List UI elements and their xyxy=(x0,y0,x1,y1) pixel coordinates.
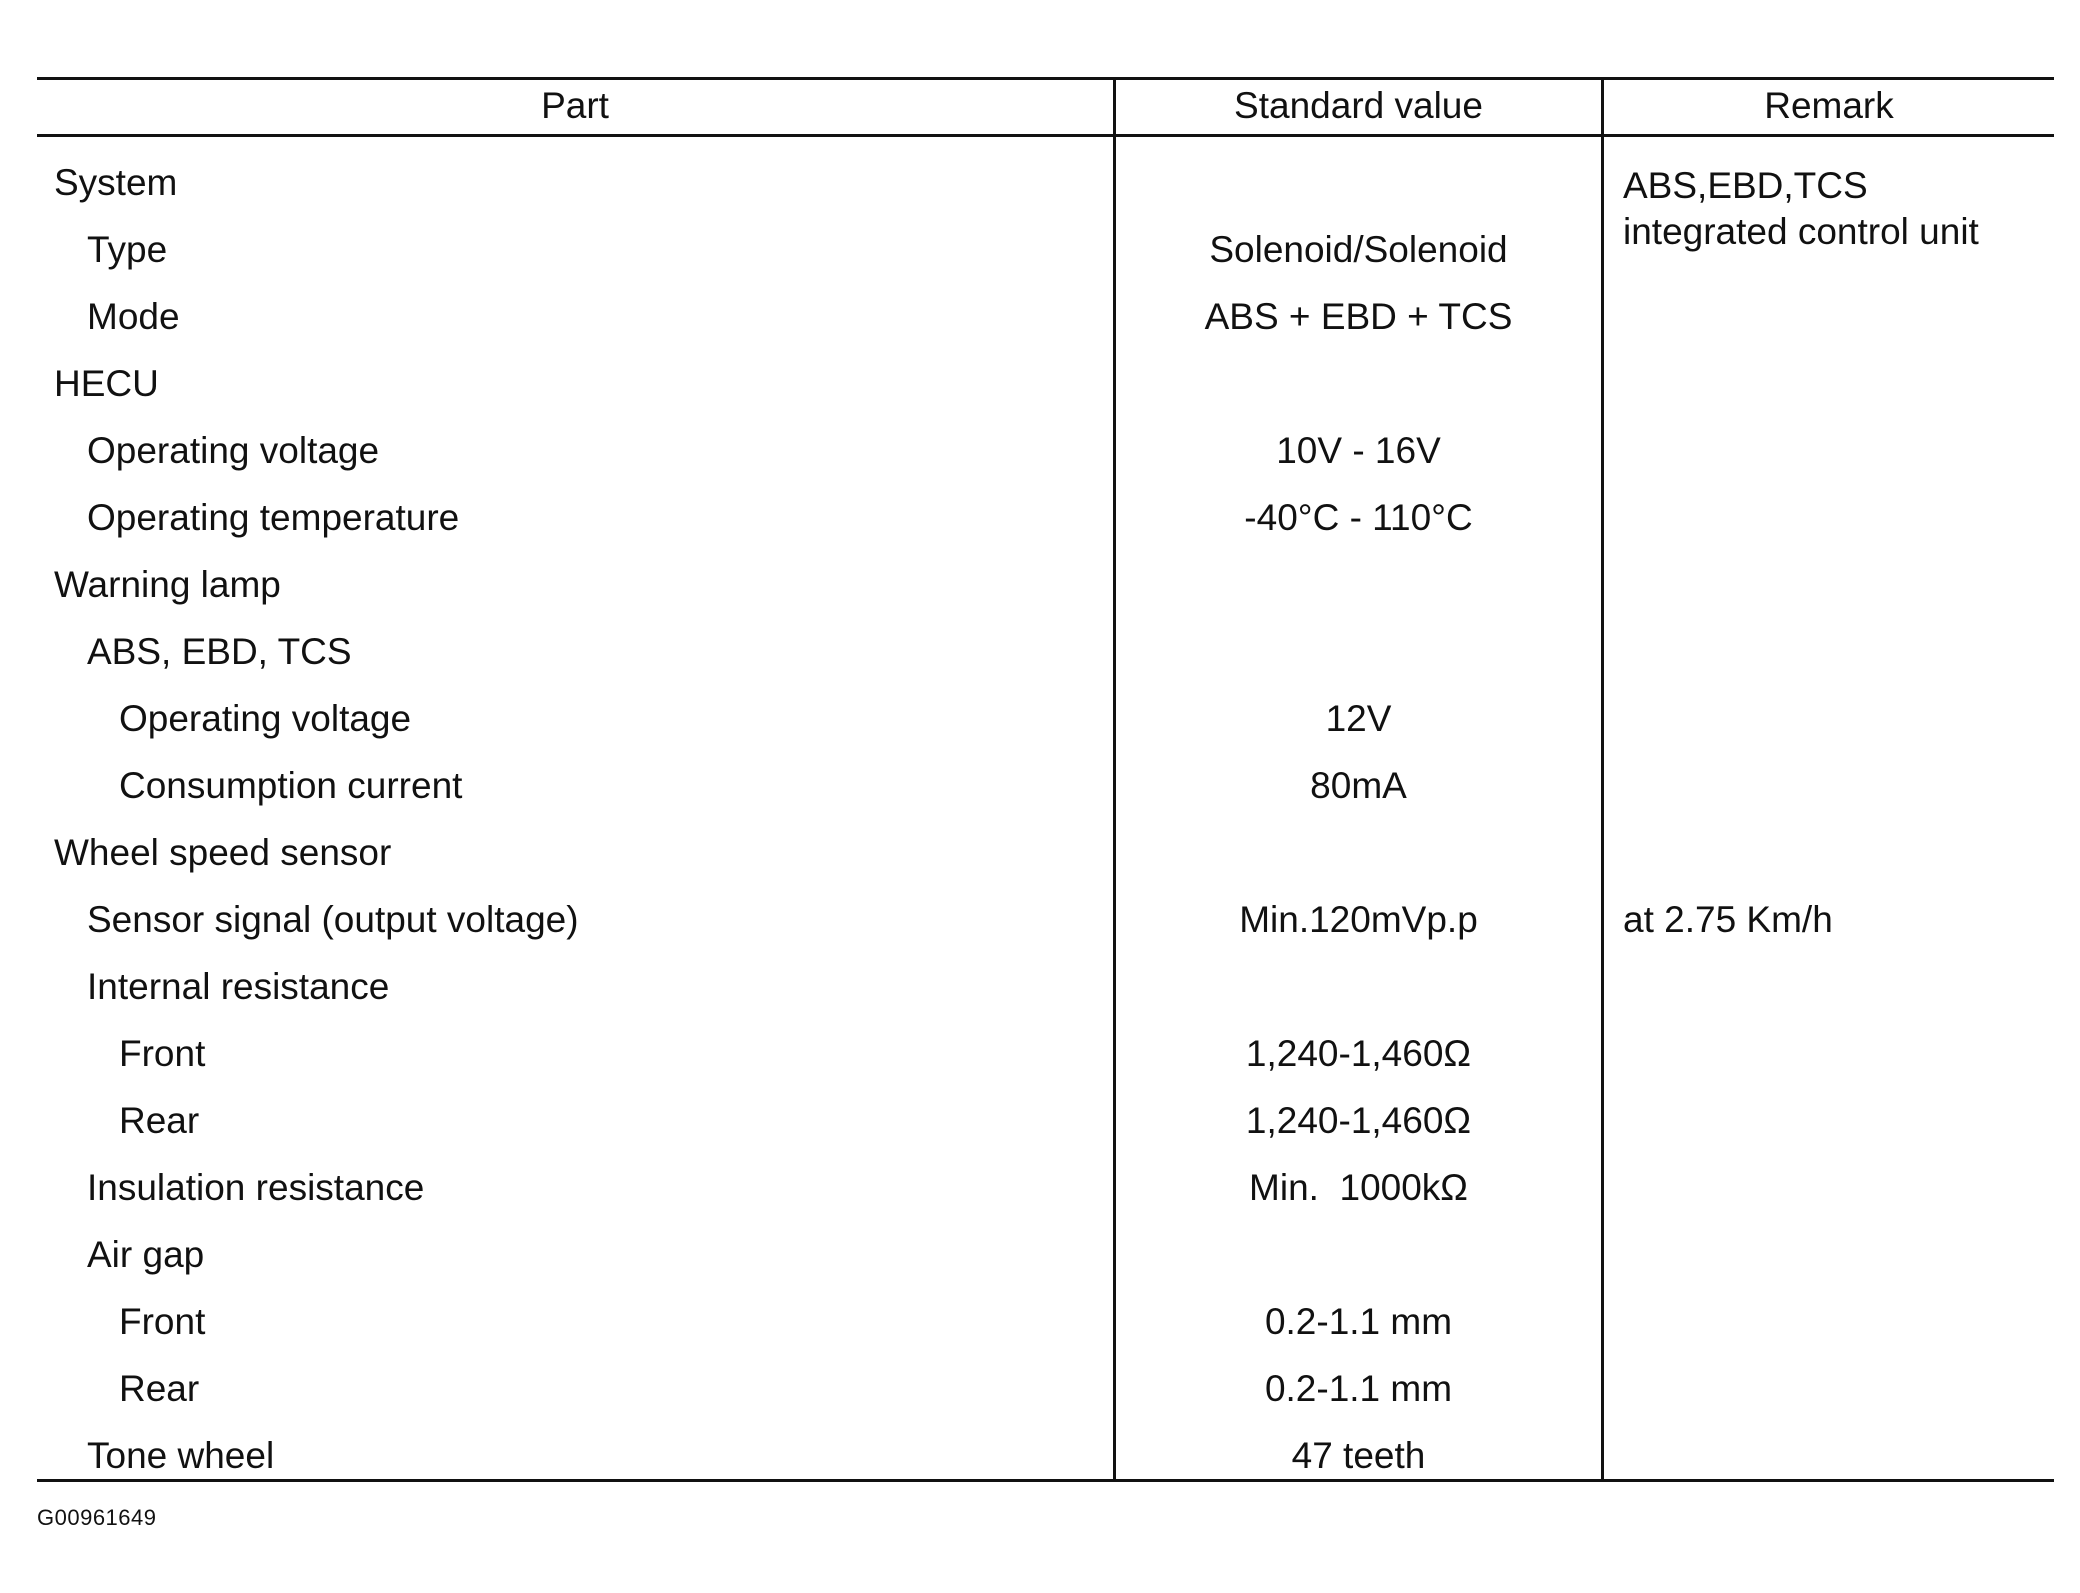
merged-remark-line-2: integrated control unit xyxy=(1623,211,1979,252)
part-cell: Warning lamp xyxy=(54,563,281,605)
table-row xyxy=(37,1288,2054,1355)
part-cell: Rear xyxy=(119,1367,200,1409)
table-row xyxy=(37,819,2054,886)
table-row xyxy=(37,953,2054,1020)
table-row xyxy=(37,685,2054,752)
table-row xyxy=(37,1355,2054,1422)
value-cell: 12V xyxy=(1325,697,1392,739)
part-cell: Consumption current xyxy=(119,764,463,806)
table-row xyxy=(37,417,2054,484)
table-row xyxy=(37,1221,2054,1288)
table-row xyxy=(37,484,2054,551)
table-row xyxy=(37,886,2054,953)
header-remark: Remark xyxy=(1764,84,1894,126)
table-row xyxy=(37,350,2054,417)
header-standard-value: Standard value xyxy=(1234,84,1483,126)
value-cell: Min.120mVp.p xyxy=(1239,898,1478,940)
part-cell: Insulation resistance xyxy=(87,1166,425,1208)
part-cell: Air gap xyxy=(87,1233,205,1275)
value-cell: 1,240-1,460Ω xyxy=(1245,1099,1472,1141)
table-row xyxy=(37,551,2054,618)
part-cell: Tone wheel xyxy=(87,1434,275,1476)
figure-id: G00961649 xyxy=(37,1505,157,1530)
part-cell: Front xyxy=(119,1300,206,1342)
value-cell: -40°C - 110°C xyxy=(1244,496,1473,538)
part-cell: Internal resistance xyxy=(87,965,390,1007)
value-cell xyxy=(1116,350,1601,417)
part-cell: System xyxy=(54,161,178,203)
table-row xyxy=(37,283,2054,350)
table-row xyxy=(37,1422,2054,1489)
value-cell xyxy=(1116,618,1601,685)
merged-remark-line-1: ABS,EBD,TCS xyxy=(1623,165,1868,206)
value-cell: ABS + EBD + TCS xyxy=(1204,295,1513,337)
value-cell xyxy=(1116,953,1601,1020)
value-cell: 80mA xyxy=(1310,764,1407,806)
part-cell: HECU xyxy=(54,362,159,404)
part-cell: Front xyxy=(119,1032,206,1074)
part-cell: Operating voltage xyxy=(87,429,380,471)
value-cell: 10V - 16V xyxy=(1276,429,1441,471)
table-row xyxy=(37,1020,2054,1087)
part-cell: Mode xyxy=(87,295,180,337)
value-cell: Solenoid/Solenoid xyxy=(1209,228,1508,270)
part-cell: ABS, EBD, TCS xyxy=(87,630,352,672)
table-row xyxy=(37,1154,2054,1221)
value-cell xyxy=(1116,1221,1601,1288)
part-cell: Wheel speed sensor xyxy=(54,831,392,873)
table-row xyxy=(37,1087,2054,1154)
header-part: Part xyxy=(541,84,609,126)
value-cell: 47 teeth xyxy=(1291,1434,1426,1476)
value-cell xyxy=(1116,551,1601,618)
table-row xyxy=(37,149,2054,216)
value-cell xyxy=(1116,819,1601,886)
part-cell: Rear xyxy=(119,1099,200,1141)
table-row xyxy=(37,752,2054,819)
value-cell: 0.2-1.1 mm xyxy=(1264,1367,1453,1409)
header-bottom-rule xyxy=(37,134,2054,137)
part-cell: Type xyxy=(87,228,168,270)
table-row xyxy=(37,618,2054,685)
part-cell: Sensor signal (output voltage) xyxy=(87,898,579,940)
part-cell: Operating voltage xyxy=(119,697,412,739)
value-cell: 0.2-1.1 mm xyxy=(1264,1300,1453,1342)
value-cell: 1,240-1,460Ω xyxy=(1245,1032,1472,1074)
value-cell xyxy=(1116,149,1601,216)
remark-cell: at 2.75 Km/h xyxy=(1623,898,1833,940)
value-cell: Min. 1000kΩ xyxy=(1249,1166,1468,1208)
table-row xyxy=(37,216,2054,283)
part-cell: Operating temperature xyxy=(87,496,460,538)
table-body xyxy=(37,149,2054,1489)
